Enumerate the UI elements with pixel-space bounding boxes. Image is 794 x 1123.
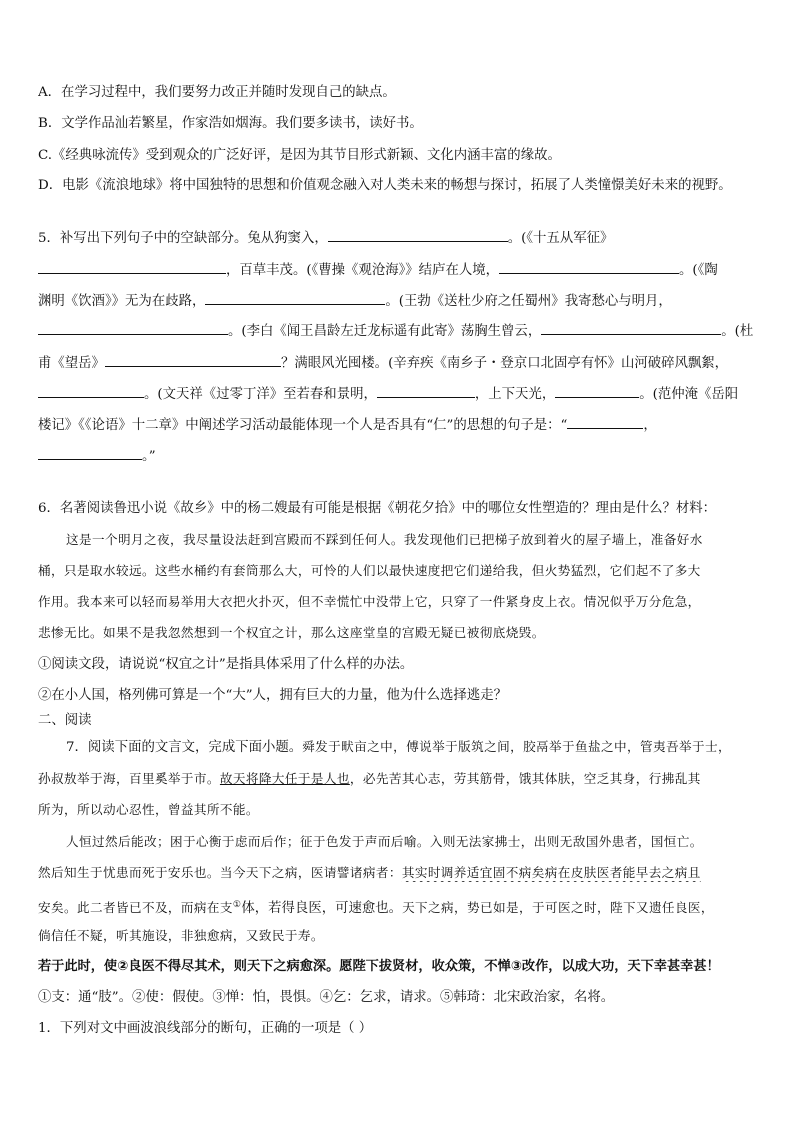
- q6-material-line: 桶，只是取水较远。这些水桶约有套筒那么大，可怜的人们以最快速度把它们递给我，但火势猛烈，它们起不了多大: [38, 563, 701, 578]
- answer-blank[interactable]: [38, 322, 228, 335]
- answer-blank[interactable]: [205, 292, 385, 305]
- q7-line-5: 然后知生于忧患而死于安乐也。当今天下之病，医请譬诸病者：其实时调养适宜固不病矣病在皮肤医者能早去之病且: [38, 865, 701, 880]
- answer-blank[interactable]: [499, 261, 679, 274]
- answer-blank[interactable]: [567, 416, 643, 429]
- q6-material-line: 这是一个明月之夜，我尽量设法赶到宫殿而不踩到任何人。我发现他们已把梯子放到着火的屋子墙上，准备好水: [66, 532, 703, 547]
- q5-line-8: 。”: [38, 447, 760, 466]
- answer-blank[interactable]: [555, 385, 639, 398]
- q7-line-3: 所为，所以动心忍性，曾益其所不能。: [38, 802, 259, 817]
- q6-material-line: 悲惨无比。如果不是我忽然想到一个权宜之计，那么这座堂皇的宫殿无疑已被彻底烧毁。: [38, 625, 545, 640]
- underlined-sentence: 故天将降大任于是人也: [219, 771, 350, 786]
- q5-line-6: 。(文天祥《过零丁洋》至若春和景明， ，上下天光， 。(范仲淹《岳阳: [38, 385, 760, 404]
- option-d: D．电影《流浪地球》将中国独特的思想和价值观念融入对人类未来的畅想与探讨，拓展了人类憧憬美好未来的视野。: [38, 178, 732, 193]
- q5-line-7: 楼记》《《论语》十二章》中阐述学习活动最能体现一个人是否具有“仁”的思想的句子是：“ ，: [38, 418, 657, 433]
- option-a: A．在学习过程中，我们要努力改正并随时发现自己的缺点。: [38, 85, 396, 100]
- q7-line-1: 7．阅读下面的文言文，完成下面小题。舜发于畎亩之中，傅说举于版筑之间，胶鬲举于鱼盐之中，管夷吾举于士，: [66, 739, 731, 755]
- q5-line-4: 。(李白《闻王昌龄左迁龙标遥有此寄》荡胸生曾云， 。(杜: [38, 322, 760, 341]
- wavy-underlined-passage: 其实时调养适宜固不病矣病在皮肤医者能早去之病且: [401, 865, 701, 880]
- q6-subquestion-1: ①阅读文段，请说说“权宜之计”是指具体采用了什么样的办法。: [38, 657, 414, 672]
- answer-blank[interactable]: [38, 447, 142, 460]
- answer-blank[interactable]: [377, 385, 475, 398]
- q7-line-6: 安矣。此二者皆已不及，而病在支①体，若得良医，可速愈也。天下之病，势已如是，于可医之时，陛下又遗任良医，: [38, 900, 714, 917]
- q6-material-line: 作用。我本来可以轻而易举用大衣把火扑灭，但不幸慌忙中没带上它，只穿了一件紧身皮上衣。情况似乎万分危急，: [38, 594, 701, 609]
- answer-blank[interactable]: [38, 261, 226, 274]
- q5-line-5: 甫《望岳》 ？满眼风光囤楼。(辛弃疾《南乡子・登京口北固亭有怀》山河破碎风飘絮，: [38, 356, 729, 371]
- option-b: B．文学作品汕若繁星，作家浩如烟海。我们要多读书，读好书。: [38, 116, 423, 131]
- q5-line-2: ，百草丰茂。(《曹操《观沧海》》结庐在人境， 。(《陶: [38, 261, 760, 280]
- q7-line-4: 人恒过然后能改；困于心衡于虑而后作；征于色发于声而后喻。入则无法家拂士，出则无敌国外患者，国恒亡。: [66, 834, 703, 849]
- q6-subquestion-2: ②在小人国，格列佛可算是一个“大”人，拥有巨大的力量，他为什么选择逃走？: [38, 688, 507, 703]
- answer-blank[interactable]: [105, 354, 281, 367]
- q5-line-3: 渊明《饮酒》》无为在歧路， 。(王勃《送杜少府之任蜀州》我寄愁心与明月，: [38, 294, 672, 309]
- q7-line-8: 若于此时，使②良医不得尽其术，则天下之病愈深。愿陛下拔贤材，收众策，不惮③改作，以成大功，天下幸甚幸甚！: [38, 959, 720, 974]
- answer-blank[interactable]: [328, 229, 508, 242]
- q7-line-7: 倘信任不疑，听其施设，非独愈病，又致民于寿。: [38, 928, 324, 943]
- option-c: C.《经典咏流传》受到观众的广泛好评，是因为其节目形式新颖、文化内涵丰富的缘故。: [38, 148, 561, 163]
- q7-annotations: ①支：通“肢”。②使：假使。③惮：怕，畏惧。④乞：乞求，请求。⑤韩琦：北宋政治家，名将。: [38, 990, 615, 1005]
- answer-blank[interactable]: [38, 385, 144, 398]
- answer-blank[interactable]: [541, 322, 721, 335]
- q5-line-1: 5．补写出下列句子中的空缺部分。兔从狗窦入， 。(《十五从军征》: [38, 231, 614, 246]
- q6-title: 6．名著阅读鲁迅小说《故乡》中的杨二嫂最有可能是根据《朝花夕拾》中的哪位女性塑造的？理由是什么？材料：: [38, 501, 717, 516]
- section-heading: 二、阅读: [38, 713, 92, 728]
- q7-subquestion-1: 1．下列对文中画波浪线部分的断句，正确的一项是（ ）: [38, 1021, 373, 1036]
- q7-line-2: 孙叔敖举于海，百里奚举于市。故天将降大任于是人也，必先苦其心志，劳其筋骨，饿其体肤，空乏其身，行拂乱其: [38, 771, 701, 786]
